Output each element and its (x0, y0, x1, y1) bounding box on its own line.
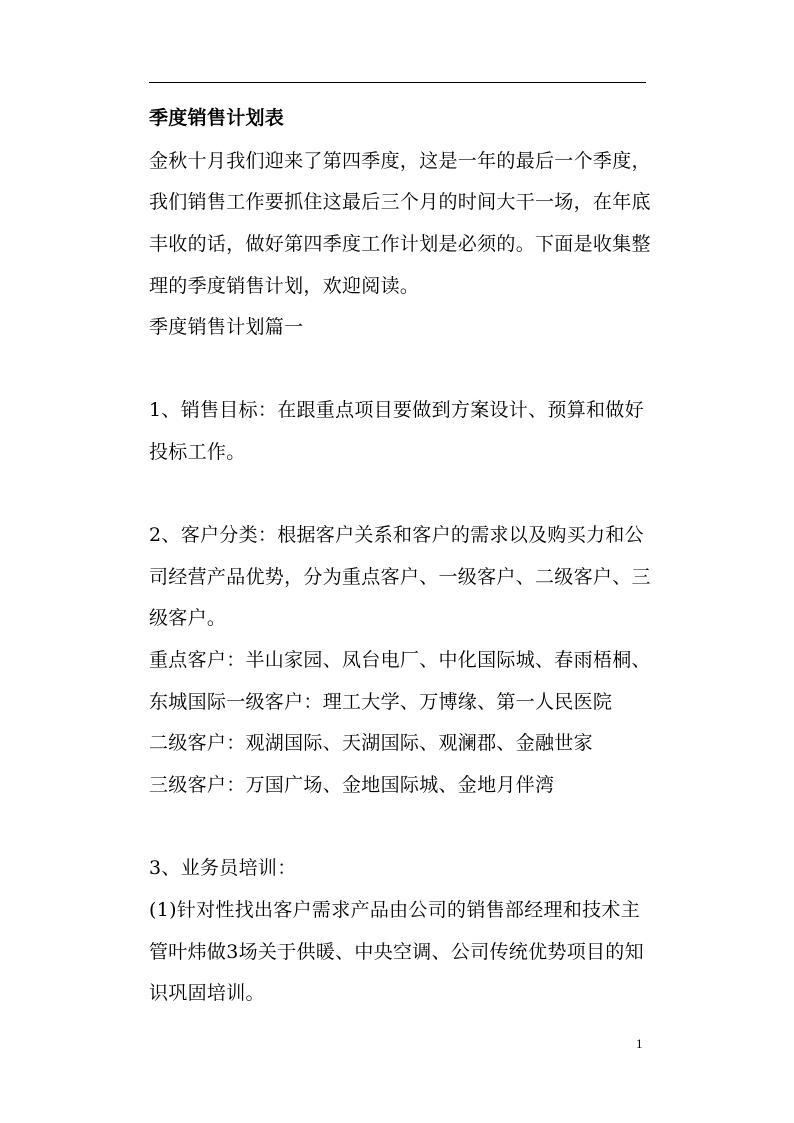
item3-line: 管叶炜做3场关于供暖、中央空调、公司传统优势项目的知 (149, 941, 644, 963)
item2-line: 司经营产品优势，分为重点客户、一级客户、二级客户、三 (149, 566, 651, 588)
client-line: 三级客户：万国广场、金地国际城、金地月伴湾 (149, 774, 555, 796)
page-number: 1 (636, 1036, 643, 1051)
item3-line: (1)针对性找出客户需求产品由公司的销售部经理和技术主 (149, 899, 641, 921)
intro-line: 理的季度销售计划，欢迎阅读。 (149, 275, 420, 297)
client-line: 重点客户：半山家园、凤台电厂、中化国际城、春雨梧桐、 (149, 649, 651, 671)
client-line: 东城国际一级客户：理工大学、万博缘、第一人民医院 (149, 691, 613, 713)
item3-line: 识巩固培训。 (149, 982, 265, 1004)
item1-line: 1、销售目标：在跟重点项目要做到方案设计、预算和做好 (149, 399, 644, 421)
intro-line: 金秋十月我们迎来了第四季度，这是一年的最后一个季度， (149, 150, 651, 172)
client-line: 二级客户：观湖国际、天湖国际、观澜郡、金融世家 (149, 732, 593, 754)
header-rule (149, 82, 646, 83)
intro-line: 我们销售工作要抓住这最后三个月的时间大干一场，在年底 (149, 191, 651, 213)
item3-heading: 3、业务员培训： (149, 857, 297, 879)
item2-line: 2、客户分类：根据客户关系和客户的需求以及购买力和公 (149, 524, 644, 546)
section-heading: 季度销售计划篇一 (149, 316, 304, 338)
intro-line: 丰收的话，做好第四季度工作计划是必须的。下面是收集整 (149, 233, 651, 255)
document-title: 季度销售计划表 (149, 107, 285, 129)
item2-line: 级客户。 (149, 607, 227, 629)
item1-line: 投标工作。 (149, 441, 246, 463)
